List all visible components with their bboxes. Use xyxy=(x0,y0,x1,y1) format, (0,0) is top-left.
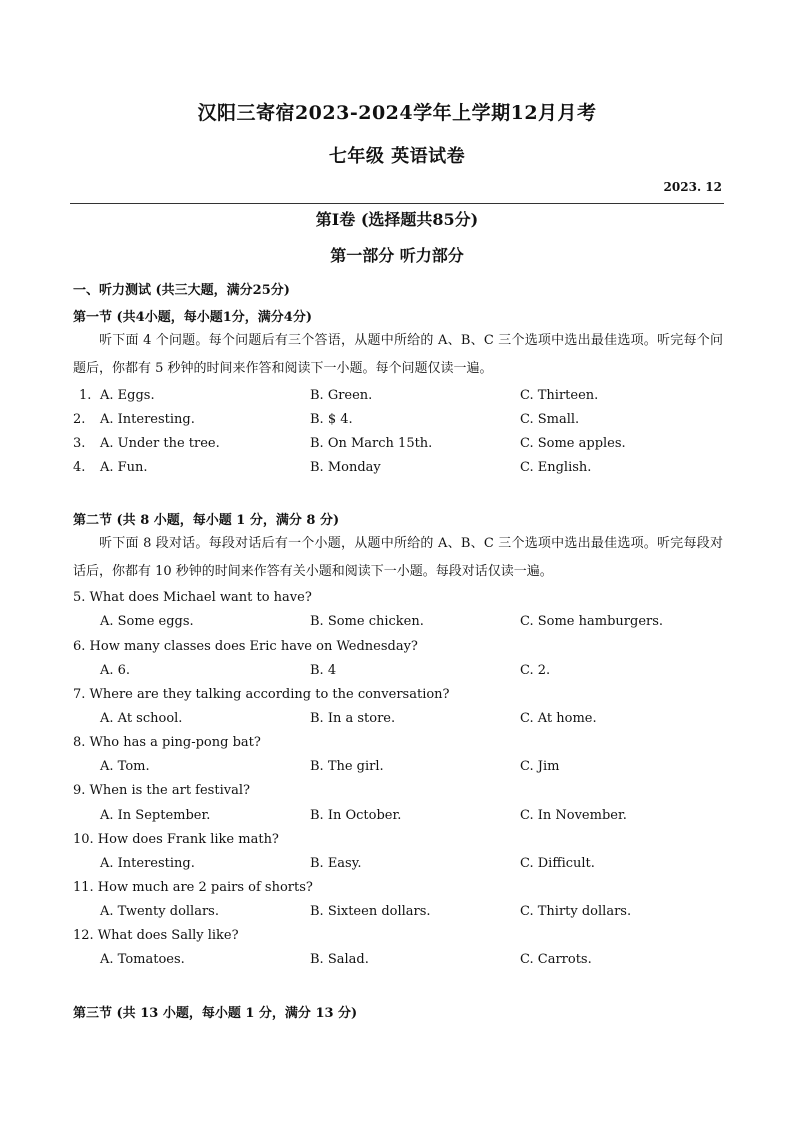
answer-options xyxy=(73,856,723,876)
section3-title: 第三节 (共 13 小题，每小题 1 分，满分 13 分) xyxy=(73,1006,358,1021)
exam-title: 汉阳三寄宿2023-2024学年上学期12月月考 xyxy=(197,102,597,124)
option-c: C. English. xyxy=(520,460,592,475)
question: 7. Where are they talking according to the conversation? xyxy=(73,687,450,702)
option-b: B. The girl. xyxy=(310,759,384,774)
option-c: C. Small. xyxy=(520,412,580,427)
answer-options xyxy=(73,952,723,972)
option-b: B. 4 xyxy=(310,663,337,678)
option-a: A. Eggs. xyxy=(100,388,155,403)
option-c: C. Jim xyxy=(520,759,560,774)
option-a: A. At school. xyxy=(100,711,183,726)
option-a: A. Twenty dollars. xyxy=(100,904,219,919)
answer-options xyxy=(73,759,723,779)
section2-title: 第二节 (共 8 小题，每小题 1 分，满分 8 分) xyxy=(73,513,340,528)
option-b: B. Easy. xyxy=(310,856,362,871)
section1-item xyxy=(73,388,723,408)
item-number: 4. xyxy=(73,460,86,475)
option-c: C. Carrots. xyxy=(520,952,592,967)
section1-title: 第一节 (共4小题，每小题1分，满分4分) xyxy=(73,310,312,325)
option-c: C. In November. xyxy=(520,808,627,823)
item-number: 3. xyxy=(73,436,86,451)
answer-options xyxy=(73,663,723,683)
section1-item xyxy=(73,412,723,432)
option-a: A. Tom. xyxy=(100,759,150,774)
option-b: B. Sixteen dollars. xyxy=(310,904,431,919)
option-c: C. Some hamburgers. xyxy=(520,614,664,629)
option-b: B. In October. xyxy=(310,808,402,823)
option-a: A. Interesting. xyxy=(100,412,195,427)
option-a: A. In September. xyxy=(100,808,211,823)
option-b: B. On March 15th. xyxy=(310,436,433,451)
section2-instruction: 听下面 8 段对话。每段对话后有一个小题，从题中所给的 A、B、C 三个选项中选出最佳选项。听完每段对话后，你都有 10 秒钟的时间来作答有关小题和阅读下一小题。每段对话仅读一遍。 xyxy=(73,536,723,579)
volume-title: 第Ⅰ卷 (选择题共85分) xyxy=(315,210,479,229)
question: 10. How does Frank like math? xyxy=(73,832,279,847)
option-a: A. 6. xyxy=(100,663,131,678)
header-divider xyxy=(70,203,724,204)
option-c: C. Difficult. xyxy=(520,856,595,871)
part-title: 第一部分 听力部分 xyxy=(330,246,464,265)
option-a: A. Some eggs. xyxy=(100,614,194,629)
option-a: A. Under the tree. xyxy=(100,436,220,451)
option-b: B. Salad. xyxy=(310,952,369,967)
option-b: B. Green. xyxy=(310,388,373,403)
exam-subtitle: 七年级 英语试卷 xyxy=(328,146,466,167)
question: 9. When is the art festival? xyxy=(73,783,250,798)
question: 6. How many classes does Eric have on Wednesday? xyxy=(73,639,418,654)
option-b: B. In a store. xyxy=(310,711,396,726)
section1-item xyxy=(73,460,723,480)
item-number: 1. xyxy=(79,388,92,403)
option-a: A. Tomatoes. xyxy=(100,952,185,967)
answer-options xyxy=(73,614,723,634)
question: 5. What does Michael want to have? xyxy=(73,590,312,605)
section1-item xyxy=(73,436,723,456)
question: 11. How much are 2 pairs of shorts? xyxy=(73,880,313,895)
question: 8. Who has a ping-pong bat? xyxy=(73,735,261,750)
option-c: C. Some apples. xyxy=(520,436,626,451)
exam-date: 2023. 12 xyxy=(663,180,722,194)
option-c: C. At home. xyxy=(520,711,597,726)
option-c: C. Thirty dollars. xyxy=(520,904,632,919)
option-b: B. $ 4. xyxy=(310,412,353,427)
answer-options xyxy=(73,711,723,731)
section1-instruction: 听下面 4 个问题。每个问题后有三个答语，从题中所给的 A、B、C 三个选项中选出最佳选项。听完每个问题后，你都有 5 秒钟的时间来作答和阅读下一小题。每个问题仅读一遍。 xyxy=(73,333,723,376)
item-number: 2. xyxy=(73,412,86,427)
question: 12. What does Sally like? xyxy=(73,928,239,943)
section-main-heading: 一、听力测试 (共三大题，满分25分) xyxy=(73,283,290,298)
option-c: C. Thirteen. xyxy=(520,388,599,403)
option-b: B. Some chicken. xyxy=(310,614,424,629)
answer-options xyxy=(73,808,723,828)
answer-options xyxy=(73,904,723,924)
option-a: A. Fun. xyxy=(100,460,148,475)
option-a: A. Interesting. xyxy=(100,856,195,871)
option-b: B. Monday xyxy=(310,460,381,475)
option-c: C. 2. xyxy=(520,663,551,678)
